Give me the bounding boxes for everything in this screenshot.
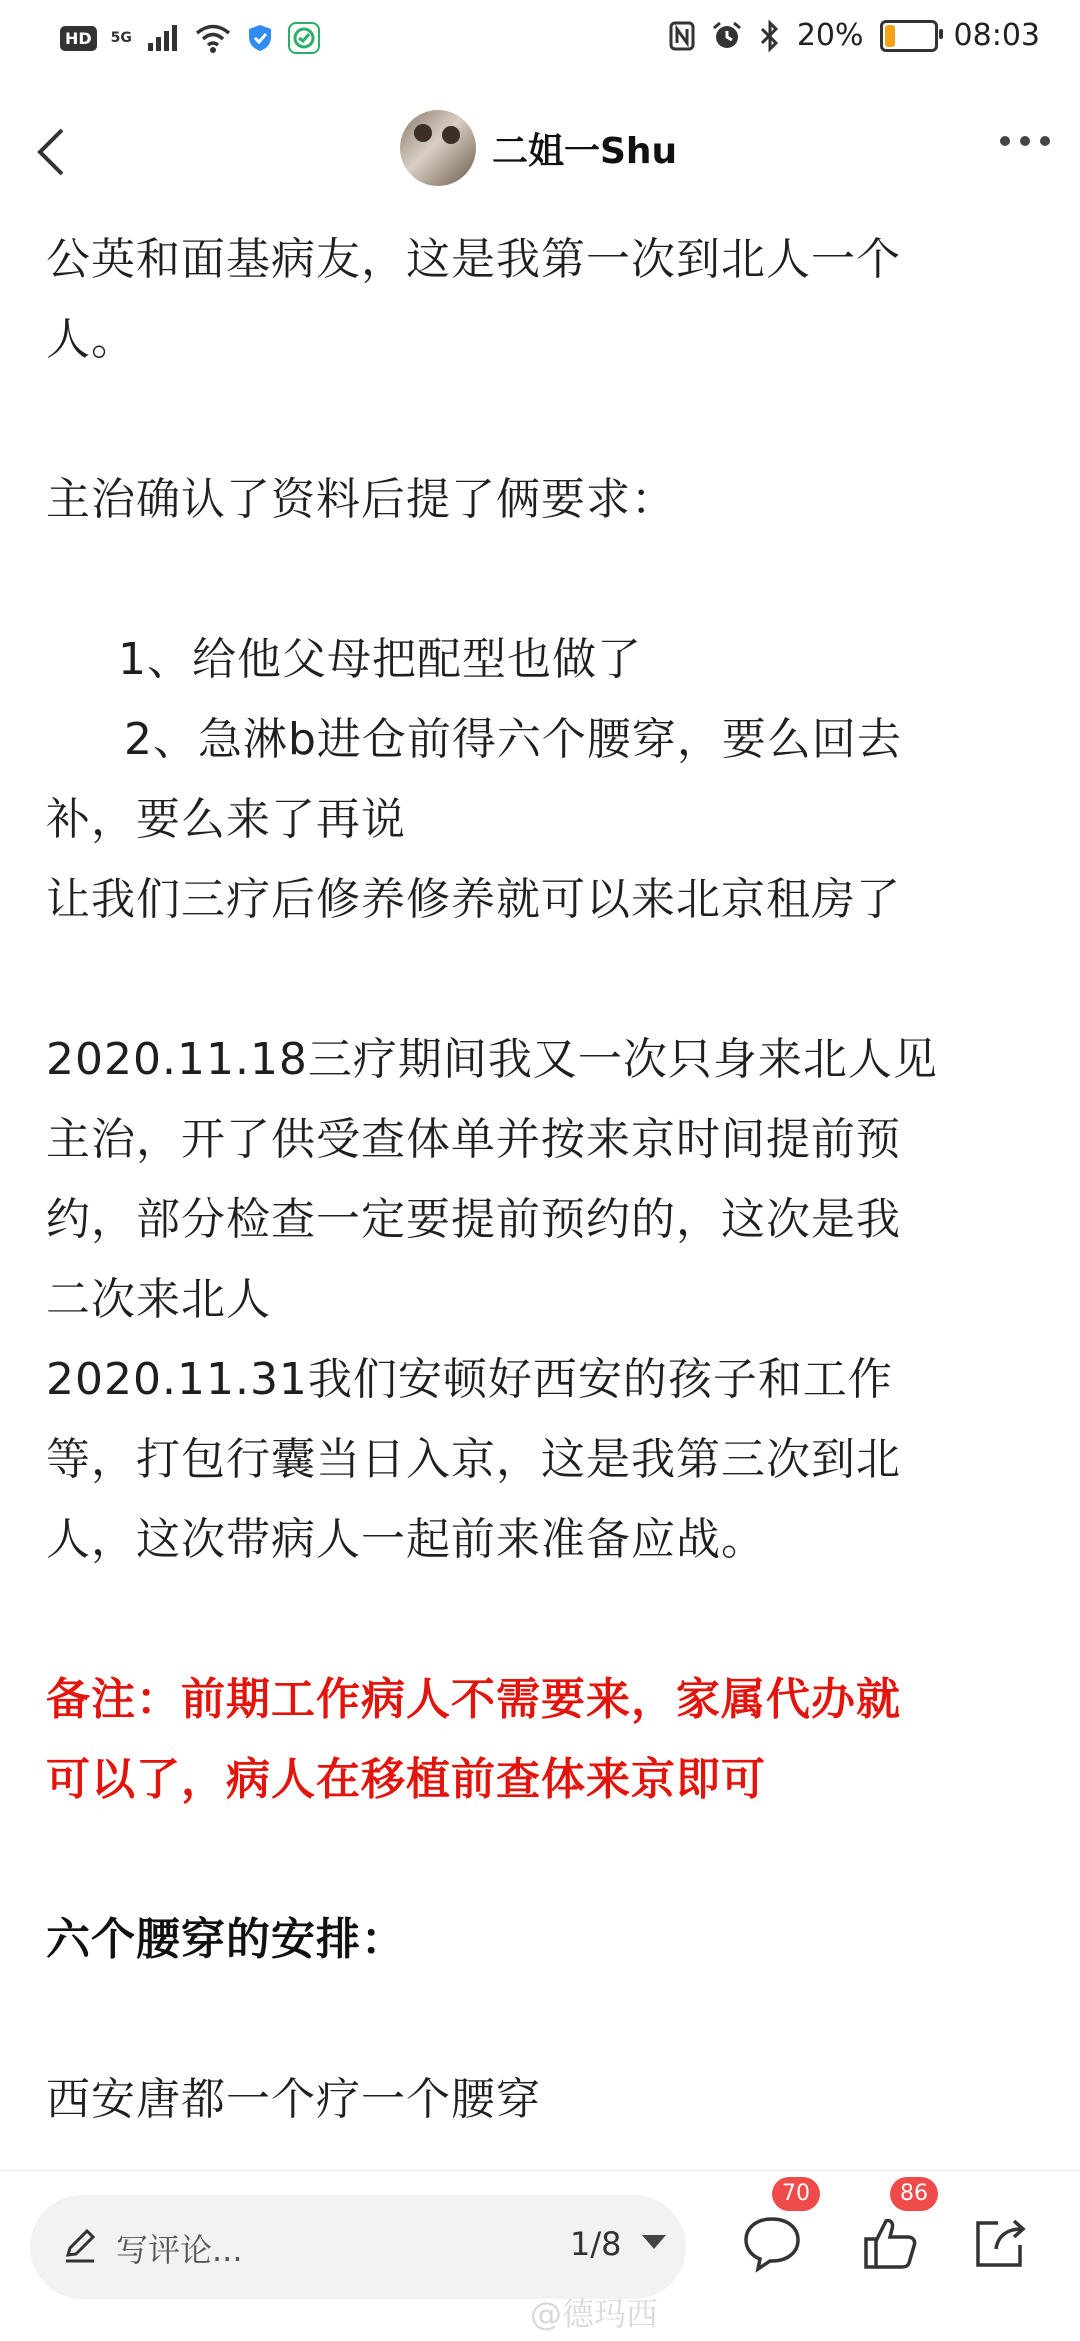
clock: 08:03 [953, 18, 1040, 53]
share-button[interactable] [968, 2211, 1032, 2275]
avatar[interactable] [400, 110, 476, 186]
page-indicator[interactable]: 1/8 [570, 2225, 622, 2263]
status-bar [0, 0, 1080, 80]
status-left-icons [60, 22, 320, 54]
status-right-icons [669, 18, 1040, 53]
comment-input[interactable] [30, 2195, 686, 2299]
article-line: 2020.11.31我们安顿好西安的孩子和工作 [46, 1354, 893, 1405]
section-heading: 六个腰穿的安排： [46, 1914, 406, 1965]
article-line: 主治确认了资料后提了俩要求： [46, 474, 676, 525]
comment-placeholder[interactable]: 写评论... [116, 2231, 243, 2269]
wifi-icon [194, 23, 232, 53]
back-chevron-icon [18, 112, 88, 192]
bottom-action-bar [0, 2170, 1080, 2341]
like-count-badge: 86 [890, 2177, 938, 2211]
highlight-note: 可以了，病人在移植前查体来京即可 [46, 1754, 766, 1805]
like-button[interactable] [858, 2181, 928, 2275]
article-line: 人。 [46, 314, 136, 365]
chevron-down-icon[interactable] [642, 2235, 666, 2249]
article-line: 人，这次带病人一起前来准备应战。 [46, 1514, 766, 1565]
article-line: 公英和面基病友，这是我第一次到北人一个 [46, 234, 901, 285]
nfc-icon [669, 21, 695, 51]
author-info[interactable] [400, 110, 677, 186]
comment-count-badge: 70 [772, 2177, 820, 2211]
more-dot [1040, 136, 1050, 146]
hd-badge: HD [60, 26, 97, 51]
battery-percent: 20% [796, 18, 864, 53]
thumbs-up-icon [858, 2211, 922, 2275]
battery-level [885, 25, 895, 47]
article-line: 补，要么来了再说 [46, 794, 406, 845]
article-line: 等，打包行囊当日入京，这是我第三次到北 [46, 1434, 901, 1485]
watermark: @德玛西 [530, 2295, 659, 2333]
article-line: 二次来北人 [46, 1274, 271, 1325]
more-dot [1020, 136, 1030, 146]
comments-button[interactable] [740, 2181, 810, 2275]
highlight-note: 备注：前期工作病人不需要来，家属代办就 [46, 1674, 901, 1725]
article-line: 主治，开了供受查体单并按来京时间提前预 [46, 1114, 901, 1165]
article-line: 让我们三疗后修养修养就可以来北京租房了 [46, 874, 901, 925]
more-options-button[interactable] [1000, 136, 1050, 146]
share-icon [968, 2211, 1032, 2275]
shield-icon [246, 23, 274, 53]
article-body [46, 220, 1040, 2140]
author-name[interactable]: 二姐一Shu [492, 130, 678, 172]
comment-bubble-icon [740, 2211, 804, 2275]
signal-icon [146, 23, 180, 53]
5g-label: 5G [110, 30, 132, 46]
pen-icon [60, 2225, 100, 2265]
article-line: 约，部分检查一定要提前预约的，这次是我 [46, 1194, 901, 1245]
battery-icon [880, 20, 938, 52]
requirement-item: 1、给他父母把配型也做了 [118, 634, 642, 685]
article-line: 西安唐都一个疗一个腰穿 [46, 2074, 541, 2125]
article-header [0, 92, 1080, 212]
back-button[interactable] [18, 112, 88, 192]
more-dot [1000, 136, 1010, 146]
requirement-item: 2、急淋b进仓前得六个腰穿，要么回去 [124, 714, 902, 765]
sync-app-icon [288, 22, 320, 54]
alarm-icon [711, 20, 743, 52]
article-line: 2020.11.18三疗期间我又一次只身来北人见 [46, 1034, 938, 1085]
bluetooth-icon [759, 20, 781, 52]
